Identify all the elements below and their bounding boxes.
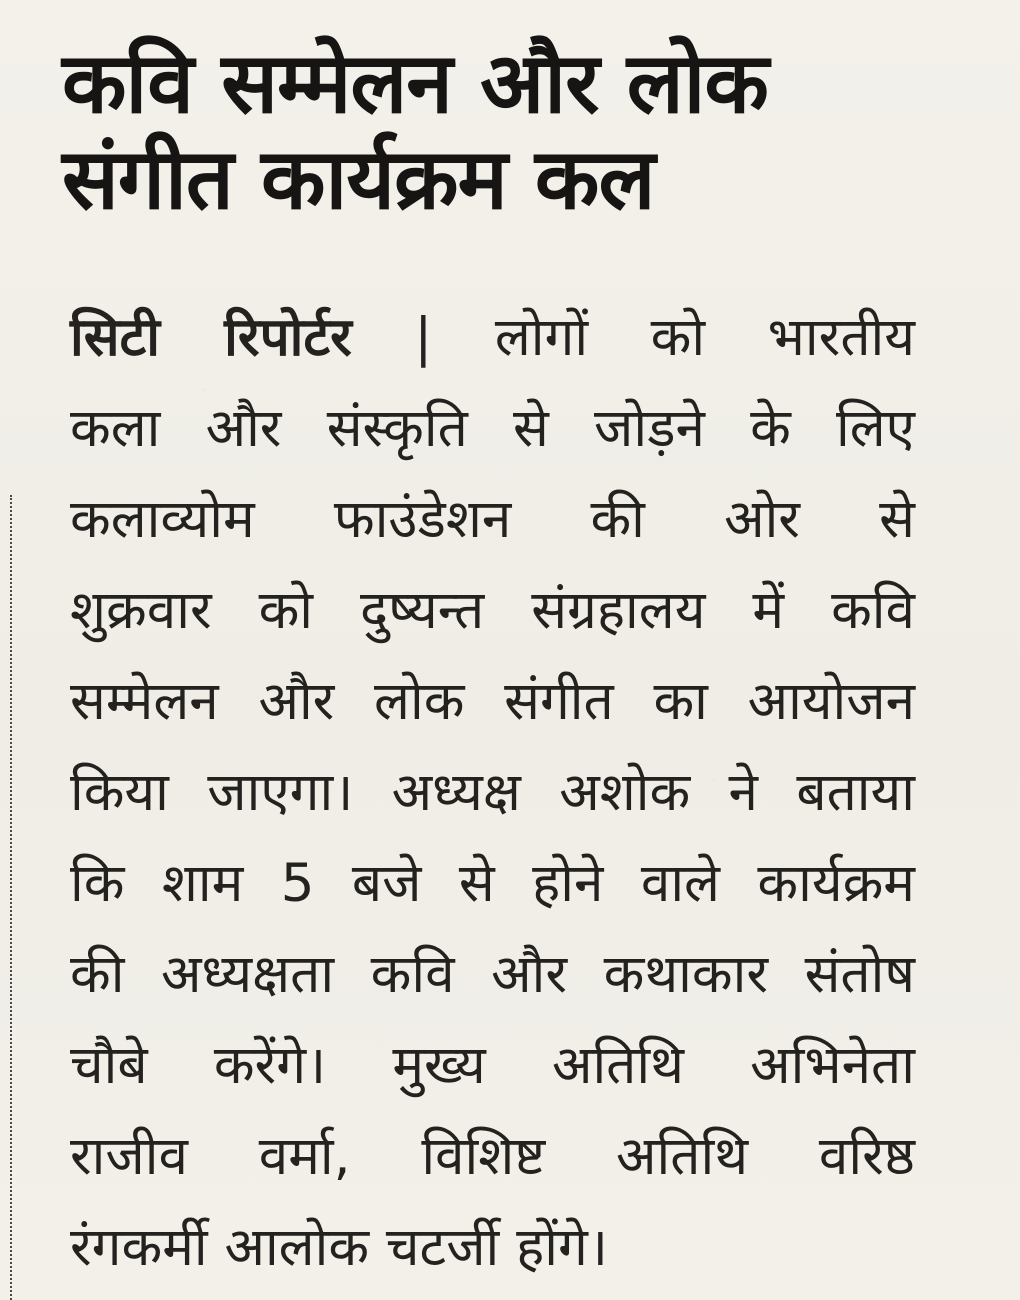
body-line-text: | लोगों को भारतीय xyxy=(414,307,915,368)
article-body xyxy=(70,292,915,1293)
body-line xyxy=(70,292,915,383)
body-line: कला और संस्कृति से जोड़ने के लिए xyxy=(70,398,915,459)
headline xyxy=(62,35,922,227)
column-divider-rule xyxy=(10,495,12,1300)
body-line: शुक्रवार को दुष्यन्त संग्रहालय में कवि xyxy=(70,580,915,641)
headline-line: कवि सम्मेलन और लोक xyxy=(62,34,768,132)
headline-line: संगीत कार्यक्रम कल xyxy=(62,130,655,228)
body-line: राजीव वर्मा, विशिष्ट अतिथि वरिष्ठ xyxy=(70,1126,915,1187)
body-line: कलाव्योम फाउंडेशन की ओर से xyxy=(70,489,915,550)
body-line: कि शाम 5 बजे से होने वाले कार्यक्रम xyxy=(70,853,915,914)
body-line: रंगकर्मी आलोक चटर्जी होंगे। xyxy=(70,1217,608,1278)
byline: सिटी रिपोर्टर xyxy=(70,307,352,368)
body-line: चौबे करेंगे। मुख्य अतिथि अभिनेता xyxy=(70,1035,915,1096)
body-line: सम्मेलन और लोक संगीत का आयोजन xyxy=(70,671,915,732)
body-line: किया जाएगा। अध्यक्ष अशोक ने बताया xyxy=(70,762,915,823)
body-line: की अध्यक्षता कवि और कथाकार संतोष xyxy=(70,944,915,1005)
